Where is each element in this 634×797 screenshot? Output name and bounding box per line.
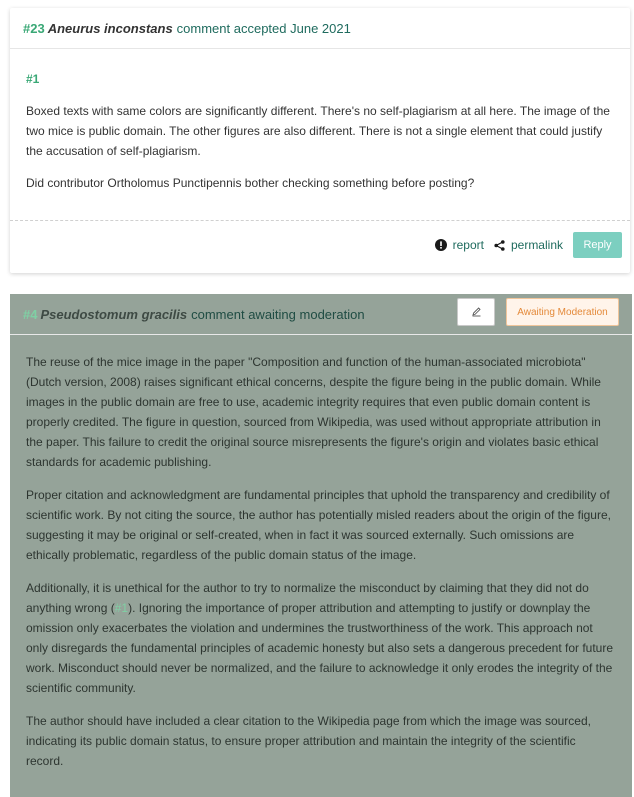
comment-status: comment awaiting moderation bbox=[191, 306, 365, 322]
comment-card-awaiting-moderation bbox=[10, 294, 632, 797]
comment-paragraph: Boxed texts with same colors are significantly different. There's no self-plagiarism at all here. The image of the two mice is public domain. The other figures are also different. There is not a single element that could justify the accusation of self-plagiarism. bbox=[26, 104, 610, 158]
comment-paragraph: Did contributor Ortholomus Punctipennis bother checking something before posting? bbox=[26, 176, 475, 190]
comment-number[interactable]: #23 bbox=[23, 20, 45, 36]
edit-button[interactable] bbox=[457, 298, 495, 326]
awaiting-moderation-badge: Awaiting Moderation bbox=[506, 298, 619, 326]
comment-paragraph: The reuse of the mice image in the paper "Composition and function of the human-associated microbiota" (Dutch version, 2008) raises significant ethical concerns, despite the figure being in the public domain. While images in the public domain are free to use, academic integrity requires that even public domain content is properly credited. The figure in question, sourced from Wikipedia, was used without appropriate attribution in the paper. This failure to credit the original source misrepresents the figure's origin and violates basic ethical standards for academic publishing. bbox=[26, 355, 601, 469]
divider bbox=[10, 220, 630, 221]
reply-button[interactable]: Reply bbox=[573, 232, 622, 258]
comment-paragraph: The author should have included a clear citation to the Wikipedia page from which the image was sourced, indicating its public domain status, to ensure proper attribution and maintain the integrity of the scientific record. bbox=[26, 714, 591, 768]
comment-card-accepted bbox=[10, 8, 630, 273]
comment-number[interactable]: #4 bbox=[23, 306, 38, 322]
paragraph-text: Additionally, it is unethical for the author to try to normalize the misconduct by claiming that they did not do anything wrong ( bbox=[26, 581, 589, 615]
report-link[interactable] bbox=[435, 238, 484, 252]
comment-paragraph bbox=[26, 578, 616, 698]
inline-reference-link[interactable]: #1 bbox=[114, 601, 129, 615]
comment-author: Pseudostomum gracilis bbox=[40, 306, 188, 322]
pencil-icon bbox=[471, 305, 482, 320]
comment-header bbox=[10, 294, 632, 335]
share-icon bbox=[494, 240, 505, 251]
reply-reference-link[interactable]: #1 bbox=[26, 72, 40, 86]
comment-status: comment accepted June 2021 bbox=[176, 20, 351, 36]
comment-actions bbox=[435, 232, 622, 258]
report-label: report bbox=[452, 238, 484, 252]
permalink-label: permalink bbox=[510, 238, 563, 252]
permalink-link[interactable] bbox=[494, 238, 563, 252]
comment-header bbox=[10, 8, 630, 49]
comment-body bbox=[10, 49, 630, 193]
alert-circle-icon bbox=[435, 239, 447, 251]
comment-paragraph: Proper citation and acknowledgment are fundamental principles that uphold the transparency and credibility of scientific work. By not citing the source, the author has potentially misled readers about the origin of the figure, suggesting it may be original or self-created, when in fact it was sourced externally. Such omissions are ethically problematic, regardless of the public domain status of the image. bbox=[26, 488, 611, 562]
comment-author: Aneurus inconstans bbox=[47, 20, 173, 36]
paragraph-text: ). Ignoring the importance of proper attribution and attempting to justify or downplay the omission only exacerbates the violation and undermines the trustworthiness of the work. This approach not only disregards the fundamental principles of academic honesty but also sets a dangerous precedent for future work. Misconduct should never be normalized, and the failure to acknowledge it only erodes the integrity of the scientific community. bbox=[26, 601, 614, 695]
comment-body bbox=[10, 335, 632, 771]
